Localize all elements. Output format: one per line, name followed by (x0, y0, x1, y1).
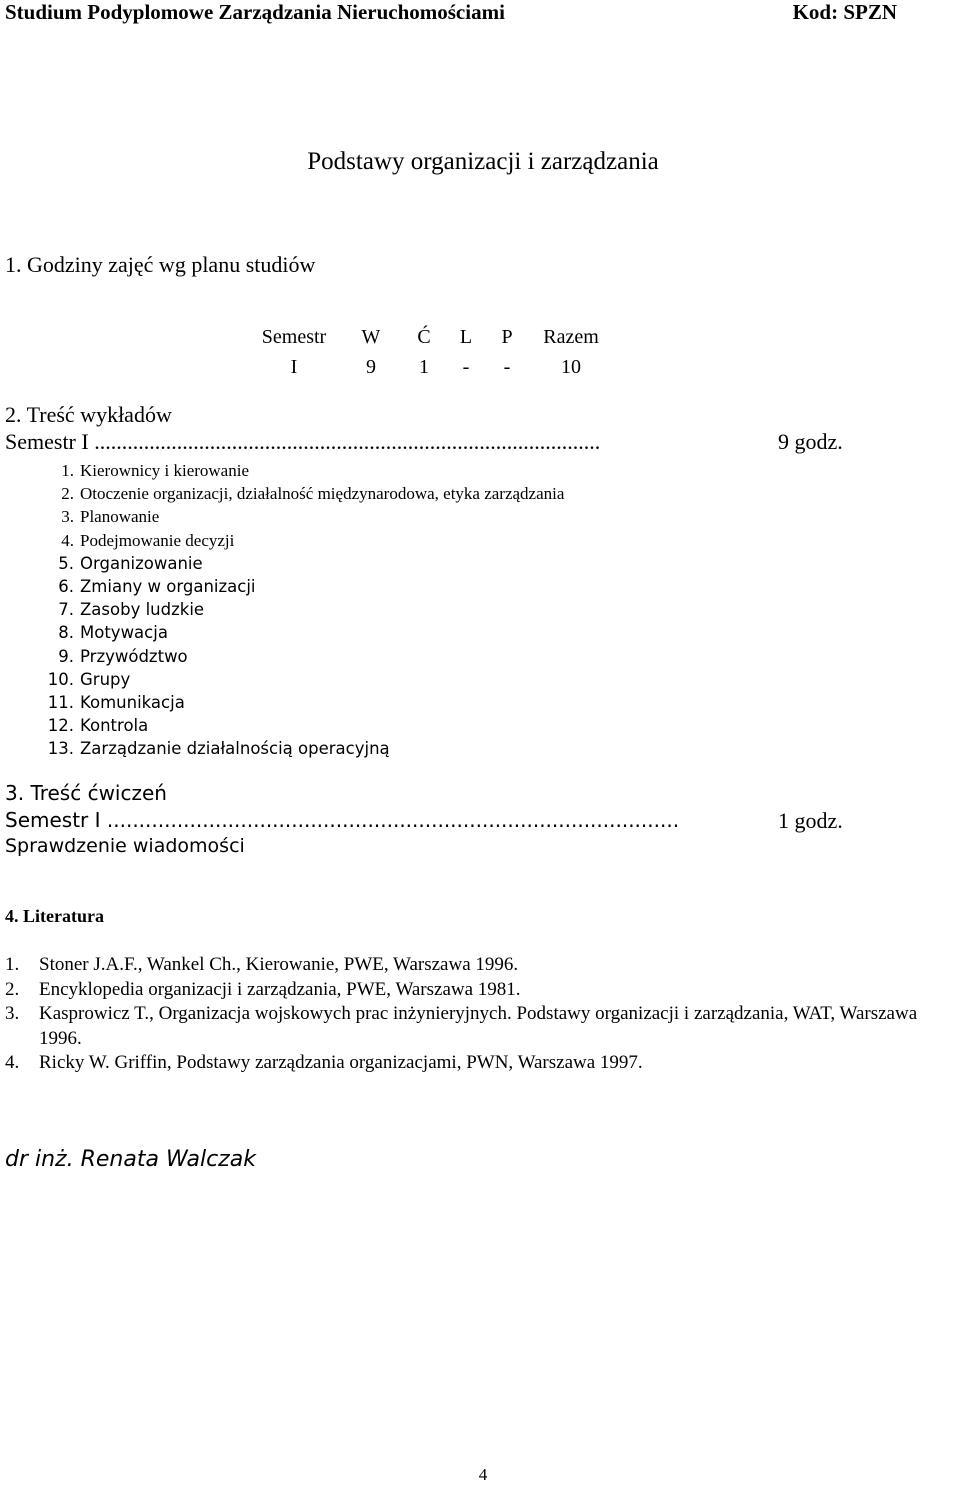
list-item (5, 1051, 960, 1076)
hours-table-header-row (250, 322, 616, 352)
header-cell-razem: Razem (543, 325, 599, 348)
list-item (38, 552, 564, 575)
list-item (5, 1002, 960, 1051)
header-cell-semester: Semestr (261, 325, 327, 348)
section-literature-heading: 4. Literatura (5, 906, 104, 926)
list-item-text: Encyklopedia organizacji i zarządzania, PWE, Warszawa 1981. (39, 978, 521, 1000)
list-item-text: Zasoby ludzkie (80, 600, 205, 620)
list-item-text: Zmiany w organizacji (80, 576, 256, 596)
header-cell-p: P (501, 325, 513, 348)
list-item-text: Komunikacja (80, 692, 185, 712)
list-item-text: Kasprowicz T., Organizacja wojskowych prac inżynieryjnych. Podstawy organizacji i zarządzania, WAT, Warszawa 1996. (39, 1003, 918, 1049)
list-item-number: 10. (47, 669, 74, 689)
literature-list (5, 953, 960, 1076)
list-item-text: Planowanie (80, 507, 160, 527)
section-lectures-heading: 2. Treść wykładów (5, 402, 172, 427)
header-code: Kod: SPZN (792, 0, 897, 24)
list-item-text: Kierownicy i kierowanie (80, 461, 249, 480)
header-cell-l: L (459, 325, 473, 348)
list-item-number: 7. (58, 600, 74, 620)
list-item-number: 1. (5, 954, 20, 975)
cell-razem: 10 (561, 355, 581, 378)
page-number: 4 (478, 1465, 488, 1484)
list-item (38, 598, 564, 621)
list-item-number: 3. (61, 507, 74, 527)
header-program-name: Studium Podyplomowe Zarządzania Nieruchomościami (5, 0, 505, 24)
section-hours-heading: 1. Godziny zajęć wg planu studiów (5, 252, 316, 277)
exercises-hours: 1 godz. (778, 808, 843, 833)
exercises-semester-label: Semestr I .......................................................................................... (5, 808, 680, 832)
exercises-content: Sprawdzenie wiadomości (5, 835, 245, 857)
lectures-semester-label: Semestr I ............................................................................................ (5, 429, 601, 454)
list-item (5, 978, 960, 1003)
header-cell-w: W (361, 325, 381, 348)
list-item (38, 529, 564, 552)
list-item-text: Otoczenie organizacji, działalność międzynarodowa, etyka zarządzania (80, 484, 565, 504)
list-item-number: 9. (58, 646, 74, 666)
list-item (38, 668, 564, 691)
section-exercises-heading: 3. Treść ćwiczeń (5, 781, 167, 805)
list-item-number: 4. (61, 530, 74, 550)
list-item-text: Motywacja (80, 623, 168, 643)
list-item-text: Ricky W. Griffin, Podstawy zarządzania organizacjami, PWN, Warszawa 1997. (39, 1052, 643, 1073)
list-item-text: Kontrola (80, 716, 149, 736)
cell-semester: I (290, 355, 298, 378)
list-item (38, 737, 564, 760)
list-item-number: 11. (47, 692, 74, 712)
list-item-number: 12. (47, 716, 74, 736)
list-item (38, 575, 564, 598)
list-item-number: 2. (5, 978, 20, 1000)
list-item-text: Zarządzanie działalnością operacyjną (80, 739, 390, 759)
lectures-list (38, 459, 564, 760)
list-item-text: Grupy (80, 669, 131, 689)
list-item-number: 2. (61, 484, 74, 504)
list-item (38, 459, 564, 482)
cell-l: - (462, 355, 470, 378)
list-item-text: Stoner J.A.F., Wankel Ch., Kierowanie, PWE, Warszawa 1996. (39, 954, 519, 975)
cell-c: 1 (419, 355, 429, 378)
hours-table-row (250, 352, 616, 382)
lectures-hours: 9 godz. (778, 429, 843, 454)
list-item (38, 714, 564, 737)
list-item (5, 953, 960, 978)
list-item (38, 691, 564, 714)
list-item (38, 505, 564, 528)
list-item (38, 482, 564, 505)
list-item-number: 1. (61, 461, 74, 480)
list-item-number: 6. (58, 576, 74, 596)
list-item-text: Przywództwo (80, 646, 188, 666)
list-item-number: 5. (58, 553, 74, 573)
list-item-number: 4. (5, 1052, 20, 1073)
list-item-number: 13. (47, 739, 74, 759)
page-title: Podstawy organizacji i zarządzania (307, 148, 659, 175)
cell-w: 9 (366, 355, 376, 378)
list-item-text: Organizowanie (80, 553, 203, 573)
list-item (38, 621, 564, 644)
list-item (38, 645, 564, 668)
list-item-text: Podejmowanie decyzji (80, 530, 235, 550)
header-cell-c: Ć (417, 325, 431, 348)
list-item-number: 8. (58, 623, 74, 643)
cell-p: - (503, 355, 511, 378)
author-signature: dr inż. Renata Walczak (5, 1147, 256, 1172)
list-item-number: 3. (5, 1003, 20, 1024)
hours-table (250, 322, 616, 382)
